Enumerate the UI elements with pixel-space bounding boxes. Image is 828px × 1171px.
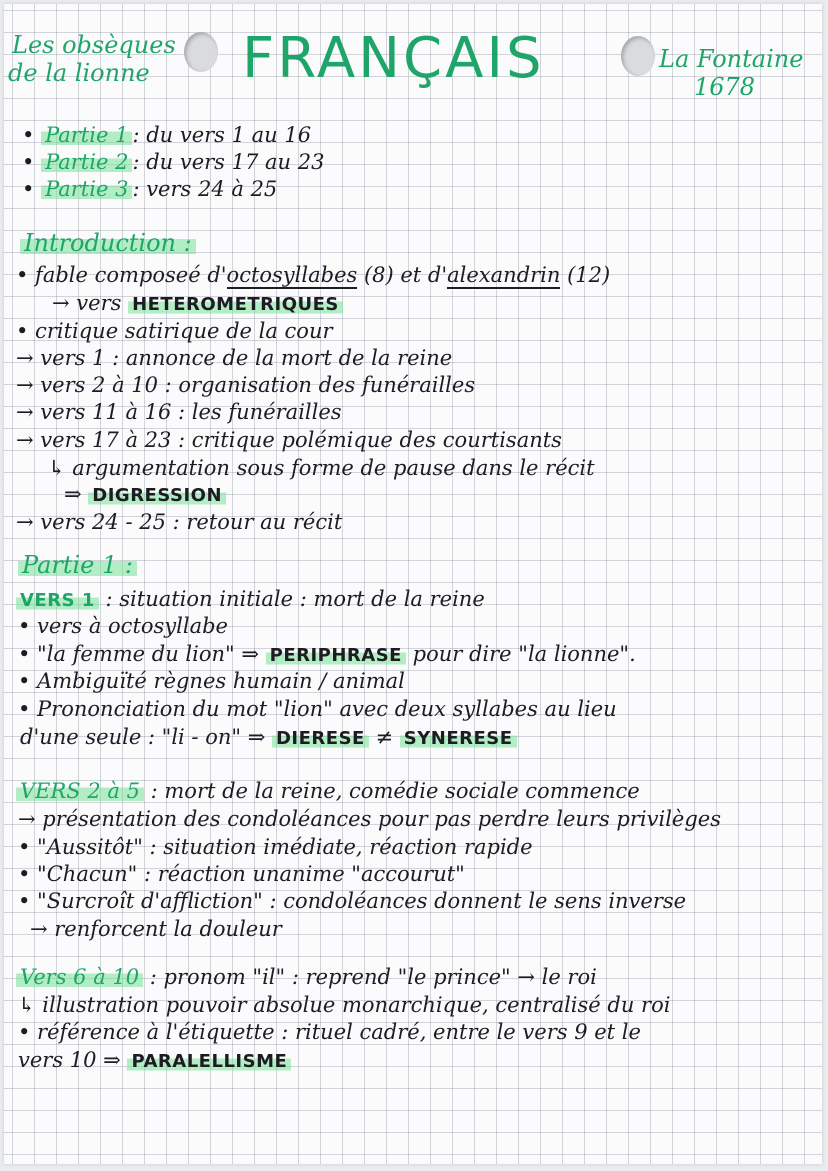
term-paralellisme: PARALELLISME bbox=[127, 1051, 291, 1072]
partie-1-line: • "Aussitôt" : situation imédiate, réaction rapide bbox=[18, 835, 533, 859]
publication-year: 1678 bbox=[694, 73, 756, 101]
alexandrin-term: alexandrin bbox=[447, 263, 561, 287]
arrow: ⇒ bbox=[64, 482, 89, 506]
part-range: : vers 24 à 25 bbox=[132, 177, 278, 201]
vers-text: : pronom "il" : reprend "le prince" → le roi bbox=[143, 965, 597, 989]
part-list-item bbox=[22, 176, 277, 202]
term-dierese: DIERESE bbox=[272, 728, 369, 749]
partie-1-line: • "Surcroît d'affliction" : condoléances donnent le sens inverse bbox=[18, 889, 687, 913]
poem-title-line-2: de la lionne bbox=[8, 59, 150, 87]
intro-text: → vers bbox=[52, 291, 129, 315]
intro-line: • critique satirique de la cour bbox=[16, 319, 333, 343]
partie-1-line: • Ambiguïté règnes humain / animal bbox=[18, 669, 405, 693]
partie-1-line bbox=[18, 641, 636, 669]
partie-1-line: → présentation des condoléances pour pas perdre leurs privilèges bbox=[18, 807, 721, 831]
partie-1-line: • Prononciation du mot "lion" avec deux syllabes au lieu bbox=[18, 697, 617, 721]
notebook-page bbox=[4, 4, 822, 1164]
intro-line: → vers 1 : annonce de la mort de la reine bbox=[16, 346, 453, 370]
punch-hole-right bbox=[621, 36, 655, 76]
part-list-item bbox=[22, 122, 311, 148]
intro-line bbox=[52, 290, 343, 318]
intro-line: → vers 24 - 25 : retour au récit bbox=[16, 510, 343, 534]
partie-1-line: • vers à octosyllabe bbox=[18, 614, 228, 638]
part-label: Partie 3 bbox=[41, 177, 132, 201]
bullet: • bbox=[22, 177, 42, 201]
partie-1-line: → renforcent la douleur bbox=[30, 917, 282, 941]
partie-1-line: • "Chacun" : réaction unanime "accourut" bbox=[18, 862, 465, 886]
intro-text: (12) bbox=[560, 263, 611, 287]
intro-line: → vers 11 à 16 : les funérailles bbox=[16, 400, 342, 424]
term-periphrase: PERIPHRASE bbox=[266, 645, 406, 666]
poem-title-line-1: Les obsèques bbox=[12, 31, 176, 59]
term-digression: DIGRESSION bbox=[88, 485, 226, 506]
vers-2-line bbox=[16, 778, 640, 804]
term-synerese: SYNERESE bbox=[400, 728, 517, 749]
term-heterometriques: HETEROMETRIQUES bbox=[128, 294, 343, 315]
part-list-item bbox=[22, 149, 324, 175]
vers-label: Vers 6 à 10 bbox=[16, 965, 143, 989]
line-text: ≠ bbox=[368, 725, 400, 749]
partie-1-line bbox=[20, 724, 517, 752]
vers-label: VERS 1 bbox=[16, 590, 99, 611]
intro-line: → vers 2 à 10 : organisation des funérailles bbox=[16, 373, 476, 397]
octosyllabes-term: octosyllabes bbox=[226, 263, 358, 287]
line-text: vers 10 ⇒ bbox=[18, 1048, 128, 1072]
line-text: pour dire "la lionne". bbox=[405, 642, 636, 666]
line-text: d'une seule : "li - on" ⇒ bbox=[20, 725, 272, 749]
partie-1-line bbox=[18, 1047, 291, 1075]
line-text: • "la femme du lion" ⇒ bbox=[18, 642, 266, 666]
vers-label: VERS 2 à 5 bbox=[16, 779, 144, 803]
intro-text: (8) et d' bbox=[357, 263, 448, 287]
intro-text: • fable composeé d' bbox=[16, 263, 227, 287]
intro-line bbox=[64, 481, 226, 509]
part-label: Partie 1 bbox=[41, 123, 132, 147]
introduction-heading: Introduction : bbox=[20, 230, 196, 256]
page-title: FRANÇAIS bbox=[242, 26, 545, 91]
bullet: • bbox=[22, 150, 42, 174]
author-name: La Fontaine bbox=[659, 45, 804, 73]
partie-1-heading: Partie 1 : bbox=[18, 552, 137, 578]
intro-line bbox=[16, 262, 610, 288]
punch-hole-left bbox=[184, 32, 218, 72]
partie-1-line: • référence à l'étiquette : rituel cadré, entre le vers 9 et le bbox=[18, 1020, 641, 1044]
part-range: : du vers 17 au 23 bbox=[132, 150, 325, 174]
intro-line: → vers 17 à 23 : critique polémique des courtisants bbox=[16, 428, 562, 452]
vers-text: : mort de la reine, comédie sociale commence bbox=[143, 779, 640, 803]
vers-6-line bbox=[16, 964, 597, 990]
vers-text: : situation initiale : mort de la reine bbox=[98, 587, 485, 611]
bullet: • bbox=[22, 123, 42, 147]
vers-1-line bbox=[16, 586, 485, 614]
intro-line: ↳ argumentation sous forme de pause dans le récit bbox=[48, 456, 595, 480]
partie-1-line: ↳ illustration pouvoir absolue monarchique, centralisé du roi bbox=[18, 993, 671, 1017]
part-range: : du vers 1 au 16 bbox=[132, 123, 312, 147]
part-label: Partie 2 bbox=[41, 150, 132, 174]
